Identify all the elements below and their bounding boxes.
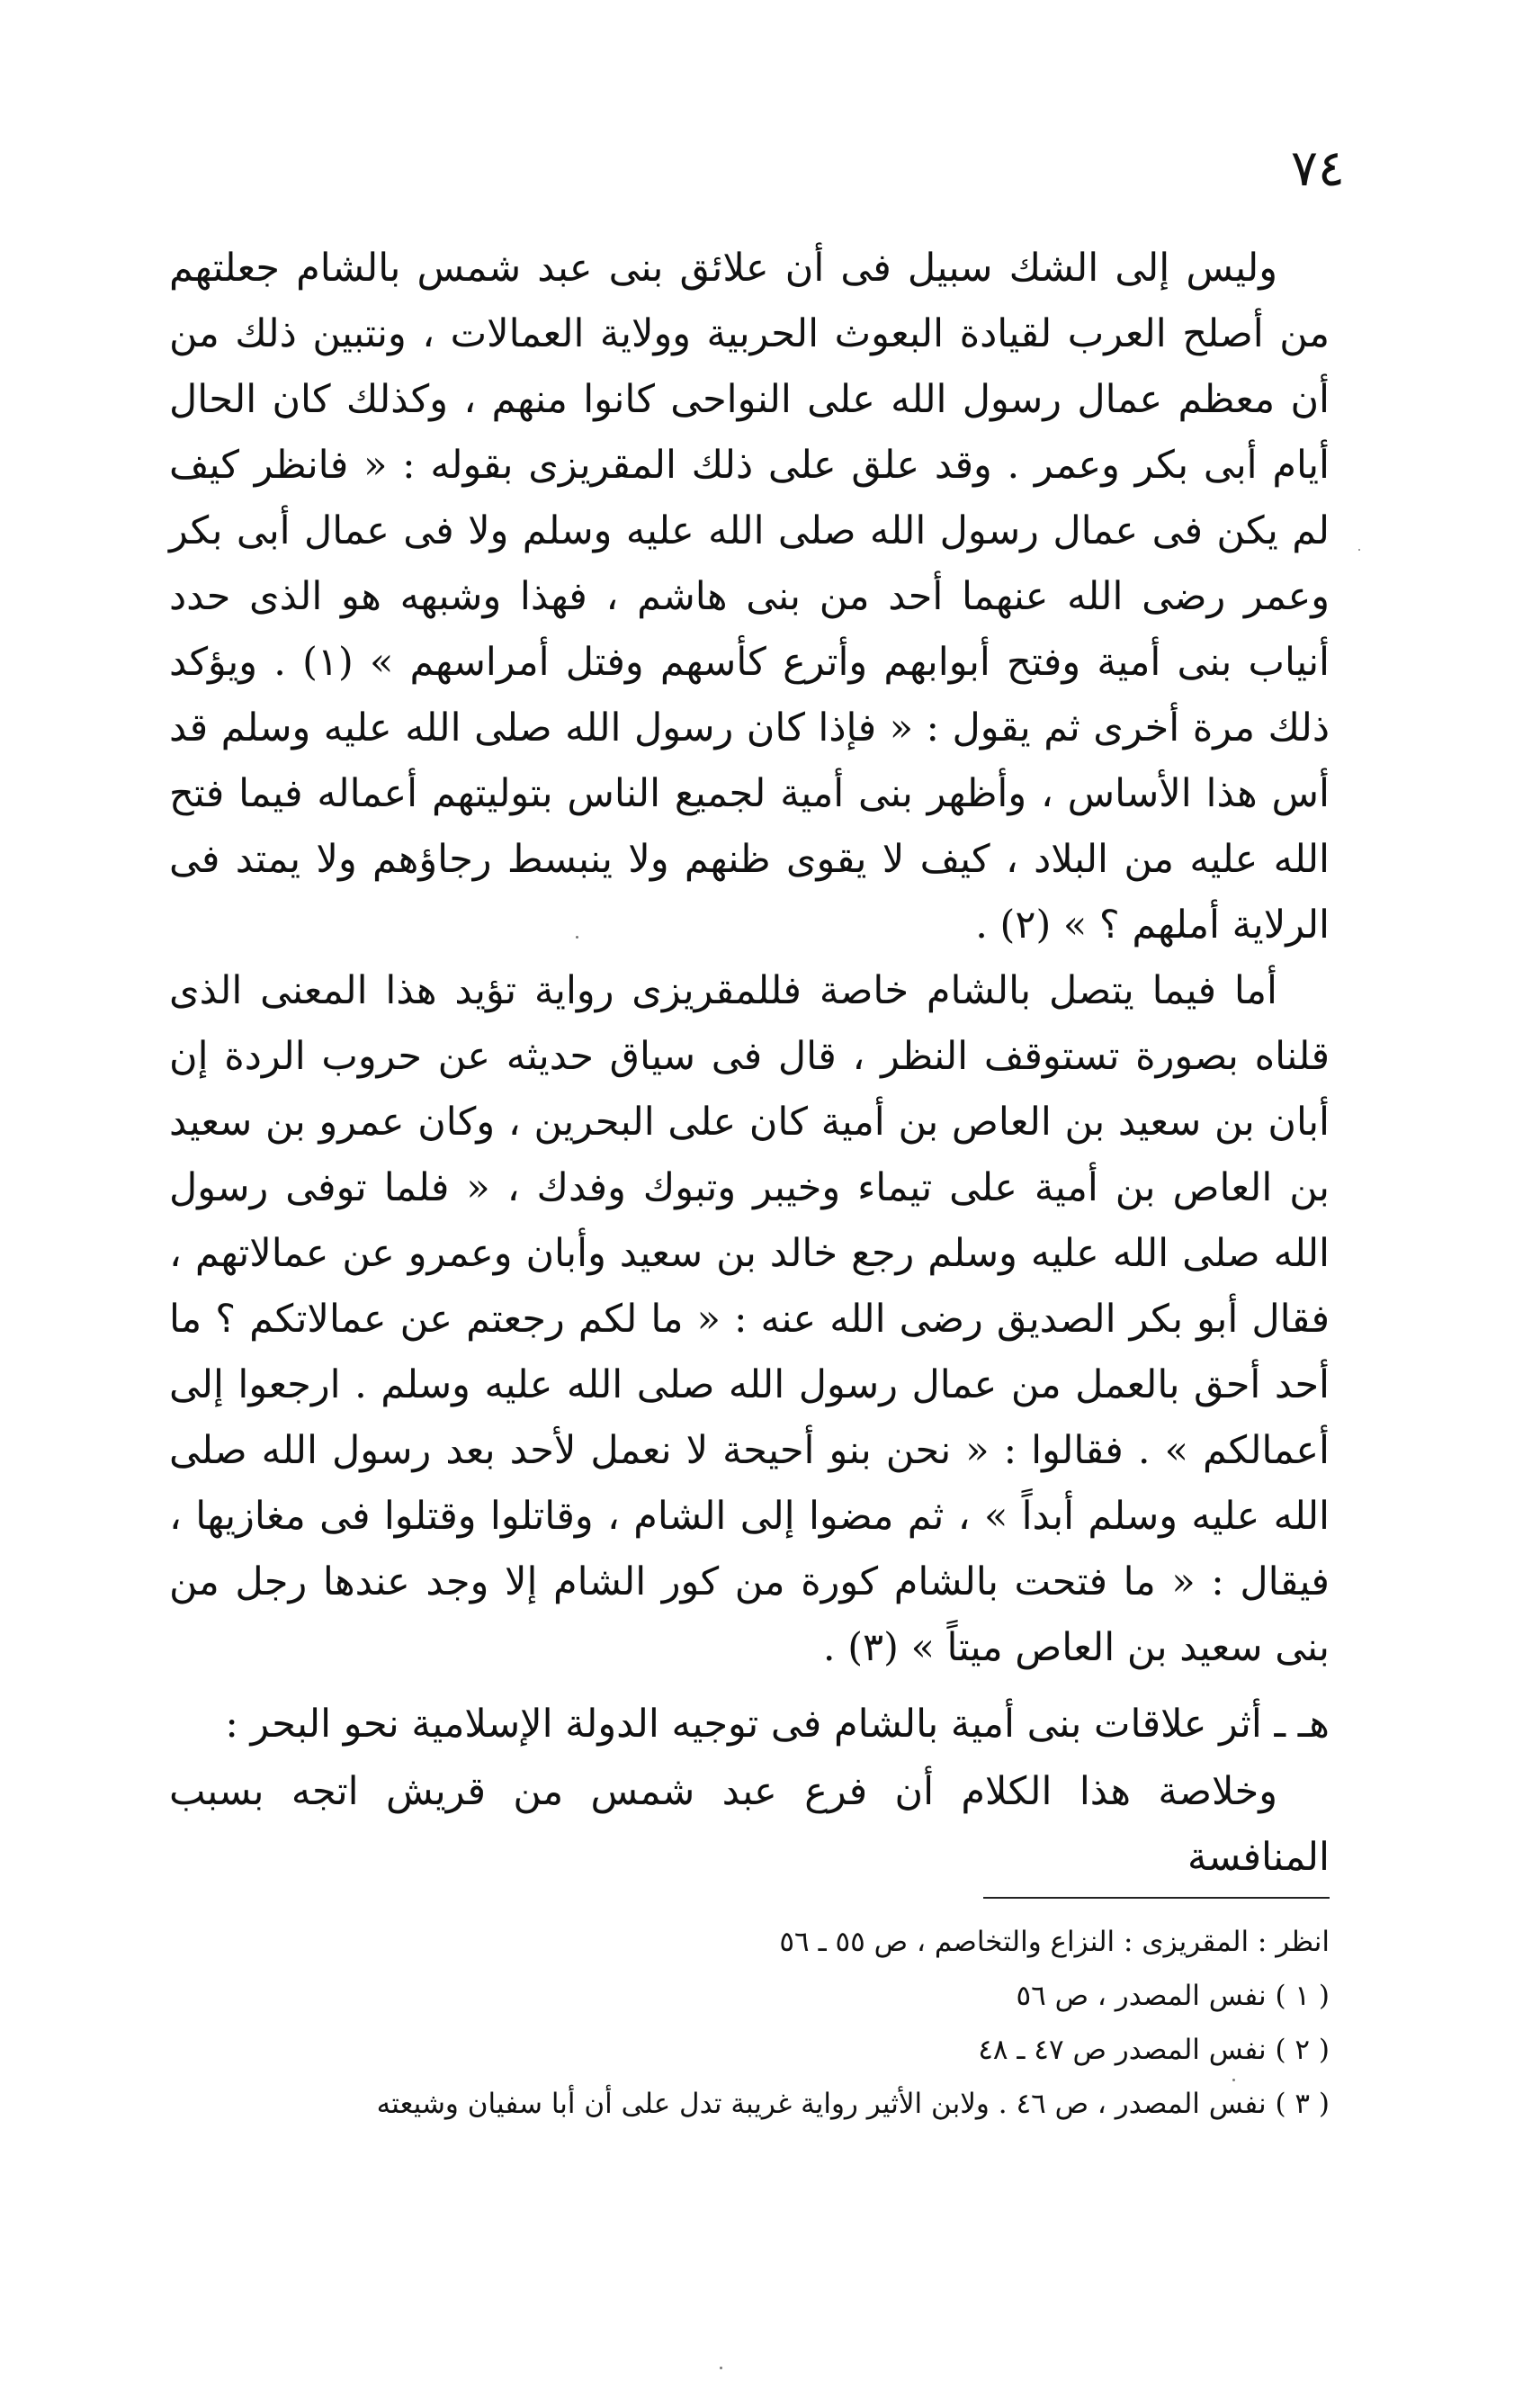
closing-line: وخلاصة هذا الكلام أن فرع عبد شمس من قريش اتجه بسبب المنافسة — [169, 1769, 1330, 1880]
paragraph-2: أما فيما يتصل بالشام خاصة فللمقريزى رواية تؤيد هذا المعنى الذى قلناه بصورة تستوقف النظر ، قال فى سياق حديثه عن حروب الردة إن أبان بن سعيد بن العاص بن أمية كان على البحرين ، وكان عمرو بن سعيد بن العاص بن أمية على تيماء وخيبر وتبوك وفدك ، « فلما توفى رسول الله صلى الله عليه وسلم رجع خالد بن سعيد وأبان وعمرو عن عمالاتهم ، فقال أبو بكر الصديق رضى الله عنه : « ما لكم رجعتم عن عمالاتكم ؟ ما أحد أحق بالعمل من عمال رسول الله صلى الله عليه وسلم . ارجعوا إلى أعمالكم » . فقالوا : « نحن بنو أحيحة لا نعمل لأحد بعد رسول الله صلى الله عليه وسلم أبداً » ، ثم مضوا إلى الشام ، وقاتلوا وقتلوا فى مغازيها ، فيقال : « ما فتحت بالشام كورة من كور الشام إلا وجد عندها رجل من بنى سعيد بن العاص ميتاً » (٣) . — [169, 968, 1330, 1670]
scan-speck — [720, 2367, 722, 2369]
paragraph-1: وليس إلى الشك سبيل فى أن علائق بنى عبد شمس بالشام جعلتهم من أصلح العرب لقيادة البعوث الحربية وولاية العمالات ، ونتبين ذلك من أن معظم عمال رسول الله على النواحى كانوا منهم ، وكذلك كان الحال أيام أبى بكر وعمر . وقد علق على ذلك المقريزى بقوله : « فانظر كيف لم يكن فى عمال رسول الله صلى الله عليه وسلم ولا فى عمال أبى بكر وعمر رضى الله عنهما أحد من بنى هاشم ، فهذا وشبهه هو الذى حدد أنياب بنى أمية وفتح أبوابهم وأترع كأسهم وفتل أمراسهم » (١) . ويؤكد ذلك مرة أخرى ثم يقول : « فإذا كان رسول الله صلى الله عليه وسلم قد أس هذا الأساس ، وأظهر بنى أمية لجميع الناس بتوليتهم أعماله فيما فتح الله عليه من البلاد ، كيف لا يقوى ظنهم ولا ينبسط رجاؤهم ولا يمتد فى الرلاية أملهم ؟ » (٢) . — [169, 246, 1330, 948]
footnote-3: ( ٣ ) نفس المصدر ، ص ٤٦ . ولابن الأثير رواية غريبة تدل على أن أبا سفيان وشيعته — [376, 2088, 1330, 2120]
footnote-divider — [983, 1897, 1330, 1899]
footnotes-block — [169, 1915, 1330, 2131]
scan-speck — [576, 936, 578, 939]
page-number: ٧٤ — [1290, 139, 1345, 198]
paragraph-1-block — [169, 236, 1330, 958]
footnote-2: ( ٢ ) نفس المصدر ص ٤٧ ـ ٤٨ — [978, 2034, 1330, 2066]
scan-speck — [1358, 549, 1360, 551]
section-heading: هـ ـ أثر علاقات بنى أمية بالشام فى توجيه الدولة الإسلامية نحو البحر : — [225, 1702, 1330, 1747]
paragraph-2-block — [169, 958, 1330, 1681]
footnote-source: انظر : المقريزى : النزاع والتخاصم ، ص ٥٥ ـ ٥٦ — [779, 1926, 1330, 1958]
footnote-1: ( ١ ) نفس المصدر ، ص ٥٦ — [1016, 1980, 1330, 2012]
scan-speck — [1232, 2079, 1235, 2081]
